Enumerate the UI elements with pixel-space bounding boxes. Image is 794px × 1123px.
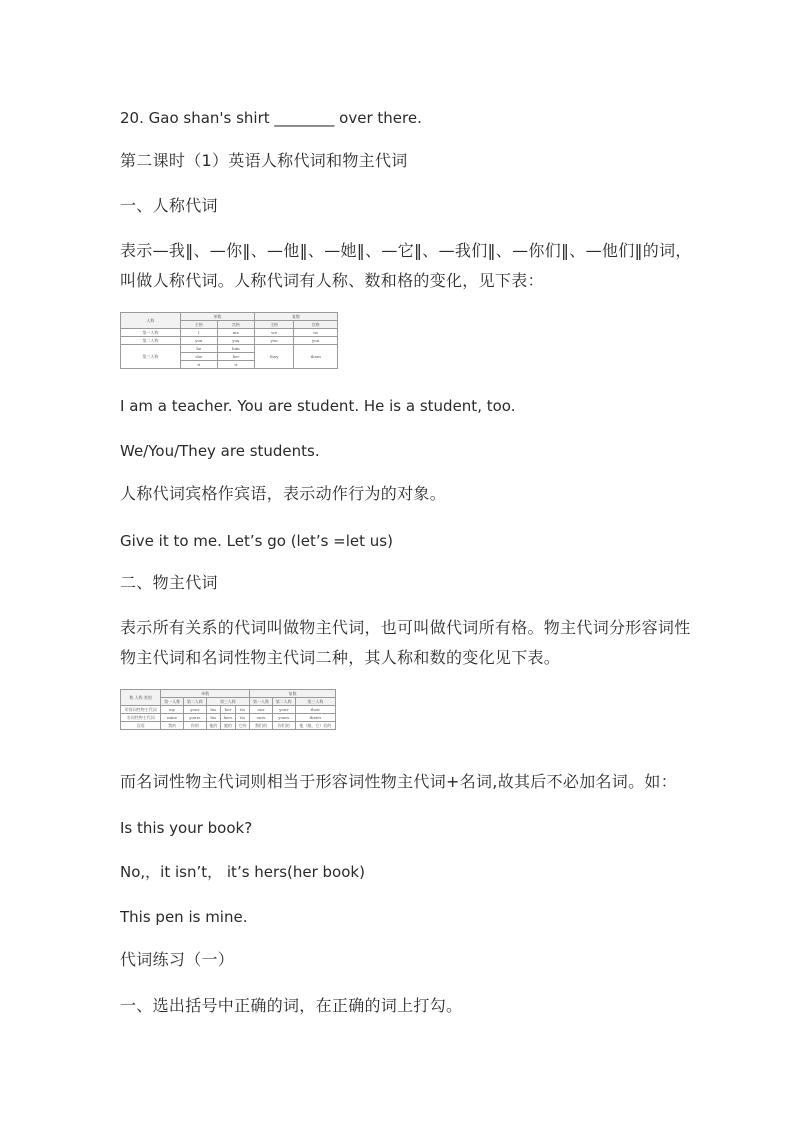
table2-cell: 它的	[236, 722, 250, 730]
section-2-paragraph-line-2: 物主代词和名词性物主代词二种，其人称和数的变化见下表。	[120, 648, 561, 667]
table1-cell: you	[294, 337, 338, 345]
table2-cell: his	[206, 714, 220, 722]
table2-header-3rd: 第三人称	[206, 698, 249, 706]
question-20: 20. Gao shan's shirt ________ over there.	[120, 109, 422, 127]
table2-cell: 他（她、它）们的	[295, 722, 335, 730]
table2-row-label: 汉语	[121, 722, 161, 730]
table1-cell: me	[217, 329, 254, 337]
table1-cell: her	[217, 353, 254, 361]
section-2-paragraph-line-1: 表示所有关系的代词叫做物主代词，也可叫做代词所有格。物主代词分形容词性	[120, 618, 691, 637]
table2-cell: your	[183, 706, 206, 714]
table2-header-p1: 第一人称	[250, 698, 273, 706]
table2-cell: ours	[250, 714, 273, 722]
table2-cell: her	[220, 706, 235, 714]
table2-cell: our	[250, 706, 273, 714]
table1-subj-header: 主格	[254, 321, 293, 329]
table2-row-label: 形容词性物主代词	[121, 706, 161, 714]
section-1-paragraph-line-2: 叫做人称代词。人称代词有人称、数和格的变化，见下表：	[120, 271, 544, 290]
table2-cell: yours	[183, 714, 206, 722]
table1-header-plural: 复数	[254, 313, 337, 321]
table2-cell: 她的	[220, 722, 235, 730]
section-2-heading: 二、物主代词	[120, 573, 218, 592]
table2-cell: 我的	[161, 722, 184, 730]
table2-header-singular: 单数	[161, 690, 250, 698]
example-2: We/You/They are students.	[120, 442, 320, 460]
section-1-paragraph-line-1: 表示—我‖、—你‖、—他‖、—她‖、—它‖、—我们‖、—你们‖、—他们‖的词，	[120, 241, 692, 260]
table1-cell: them	[294, 345, 338, 369]
table2-cell: your	[272, 706, 295, 714]
possessive-pronoun-table	[120, 689, 336, 730]
practice-instruction: 一、选出括号中正确的词，在正确的词上打勾。	[120, 996, 463, 1015]
table2-cell: 他的	[206, 722, 220, 730]
section-1-heading: 一、人称代词	[120, 196, 218, 215]
table1-row-label: 第三人称	[121, 345, 181, 369]
table1-cell: they	[254, 345, 293, 369]
practice-title: 代词练习（一）	[120, 950, 235, 969]
table2-cell: hers	[220, 714, 235, 722]
objective-case-note: 人称代词宾格作宾语，表示动作行为的对象。	[120, 484, 447, 503]
table1-cell: you	[180, 337, 217, 345]
table1-cell: she	[180, 353, 217, 361]
table1-row-label: 第二人称	[121, 337, 181, 345]
table1-cell: he	[180, 345, 217, 353]
table1-header-singular: 单数	[180, 313, 254, 321]
table2-cell: 你的	[183, 722, 206, 730]
table1-cell: it	[180, 361, 217, 369]
table1-cell: him	[217, 345, 254, 353]
example-1: I am a teacher. You are student. He is a student, too.	[120, 397, 516, 415]
section-2-paragraph-2: 而名词性物主代词则相当于形容词性物主代词+名词,故其后不必加名词。如：	[120, 772, 677, 791]
example-3: Give it to me. Let’s go (let’s =let us)	[120, 532, 393, 550]
table2-header-2nd: 第二人称	[183, 698, 206, 706]
table1-cell: I	[180, 329, 217, 337]
table1-header-person: 人称	[121, 313, 181, 329]
personal-pronoun-table	[120, 312, 338, 369]
table1-cell: you	[254, 337, 293, 345]
table2-cell: 我们的	[250, 722, 273, 730]
table2-cell: yours	[272, 714, 295, 722]
table2-cell: its	[236, 714, 250, 722]
table2-cell: my	[161, 706, 184, 714]
table1-cell: it	[217, 361, 254, 369]
table2-header-p2: 第二人称	[272, 698, 295, 706]
table2-header-plural: 复数	[250, 690, 336, 698]
table2-cell: their	[295, 706, 335, 714]
table2-row-label: 名词性物主代词	[121, 714, 161, 722]
table2-cell: his	[206, 706, 220, 714]
lesson-title: 第二课时（1）英语人称代词和物主代词	[120, 151, 408, 170]
table1-subj-header: 主格	[180, 321, 217, 329]
table1-obj-header: 宾格	[217, 321, 254, 329]
table2-corner-header: 数 人称 类别	[121, 690, 161, 706]
table1-row-label: 第一人称	[121, 329, 181, 337]
table2-cell: mine	[161, 714, 184, 722]
table2-header-p3: 第三人称	[295, 698, 335, 706]
table2-cell: its	[236, 706, 250, 714]
table2-cell: 你们的	[272, 722, 295, 730]
example-4: Is this your book?	[120, 819, 253, 837]
table1-cell: you	[217, 337, 254, 345]
table2-header-1st: 第一人称	[161, 698, 184, 706]
example-5: No,，it isn’t， it’s hers(her book)	[120, 863, 365, 881]
table1-cell: we	[254, 329, 293, 337]
table1-obj-header: 宾格	[294, 321, 338, 329]
table2-cell: theirs	[295, 714, 335, 722]
table1-cell: us	[294, 329, 338, 337]
example-6: This pen is mine.	[120, 908, 248, 926]
